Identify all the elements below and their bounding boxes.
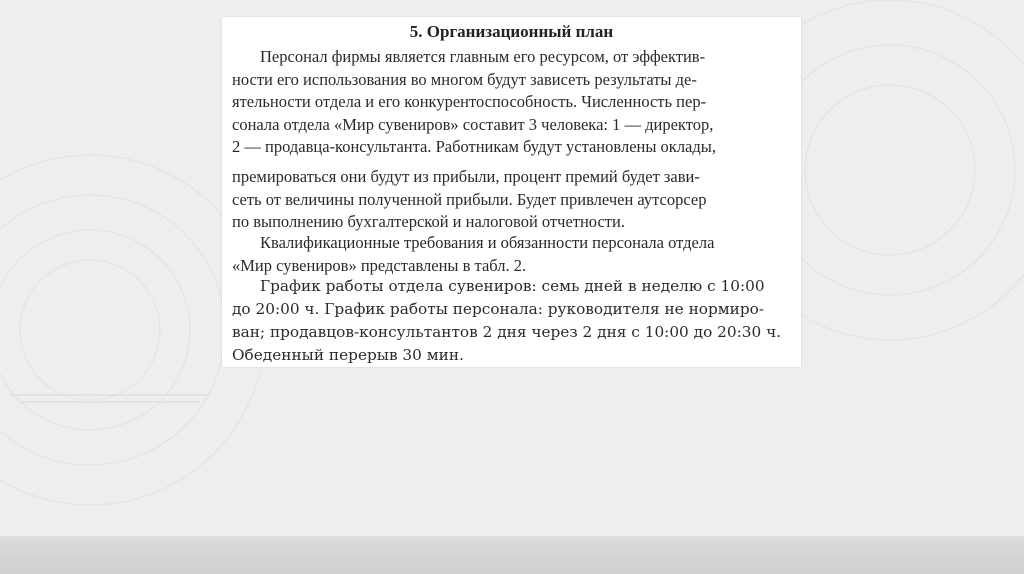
paragraph-bonus bbox=[232, 166, 792, 234]
text-line: 2 — продавца-консультанта. Работникам будут установлены оклады, bbox=[232, 137, 716, 156]
text-line: ван; продавцов-консультантов 2 дня через 2 дня с 10:00 до 20:30 ч. bbox=[232, 323, 782, 341]
text-line: ности его использования во многом будут зависеть результаты де- bbox=[232, 69, 697, 89]
bottom-bar bbox=[0, 536, 1024, 574]
paragraph-requirements bbox=[232, 232, 792, 277]
text-line: сонала отдела «Мир сувениров» составит 3 человека: 1 — директор, bbox=[232, 114, 714, 134]
paragraph-schedule bbox=[232, 275, 798, 367]
text-line: Персонал фирмы является главным его ресурсом, от эффектив- bbox=[260, 47, 706, 66]
text-line: сеть от величины полученной прибыли. Будет привлечен аутсорсер bbox=[232, 189, 707, 209]
section-heading: 5. Организационный план bbox=[409, 22, 614, 41]
text-line: График работы отдела сувениров: семь дней в неделю с 10:00 bbox=[260, 277, 765, 295]
text-line: Квалификационные требования и обязанности персонала отдела bbox=[260, 233, 715, 252]
text-line: ятельности отдела и его конкурентоспособность. Численность пер- bbox=[232, 92, 707, 111]
text-line: премироваться они будут из прибыли, процент премий будет зави- bbox=[232, 167, 700, 186]
paragraph-staff bbox=[232, 46, 796, 159]
text-line: по выполнению бухгалтерской и налоговой отчетности. bbox=[232, 212, 625, 231]
text-line: «Мир сувениров» представлены в табл. 2. bbox=[232, 255, 527, 275]
document-page-lower bbox=[226, 162, 799, 367]
text-line: Обеденный перерыв 30 мин. bbox=[232, 346, 464, 364]
text-line: до 20:00 ч. График работы персонала: руководителя не нормиро- bbox=[232, 300, 765, 318]
